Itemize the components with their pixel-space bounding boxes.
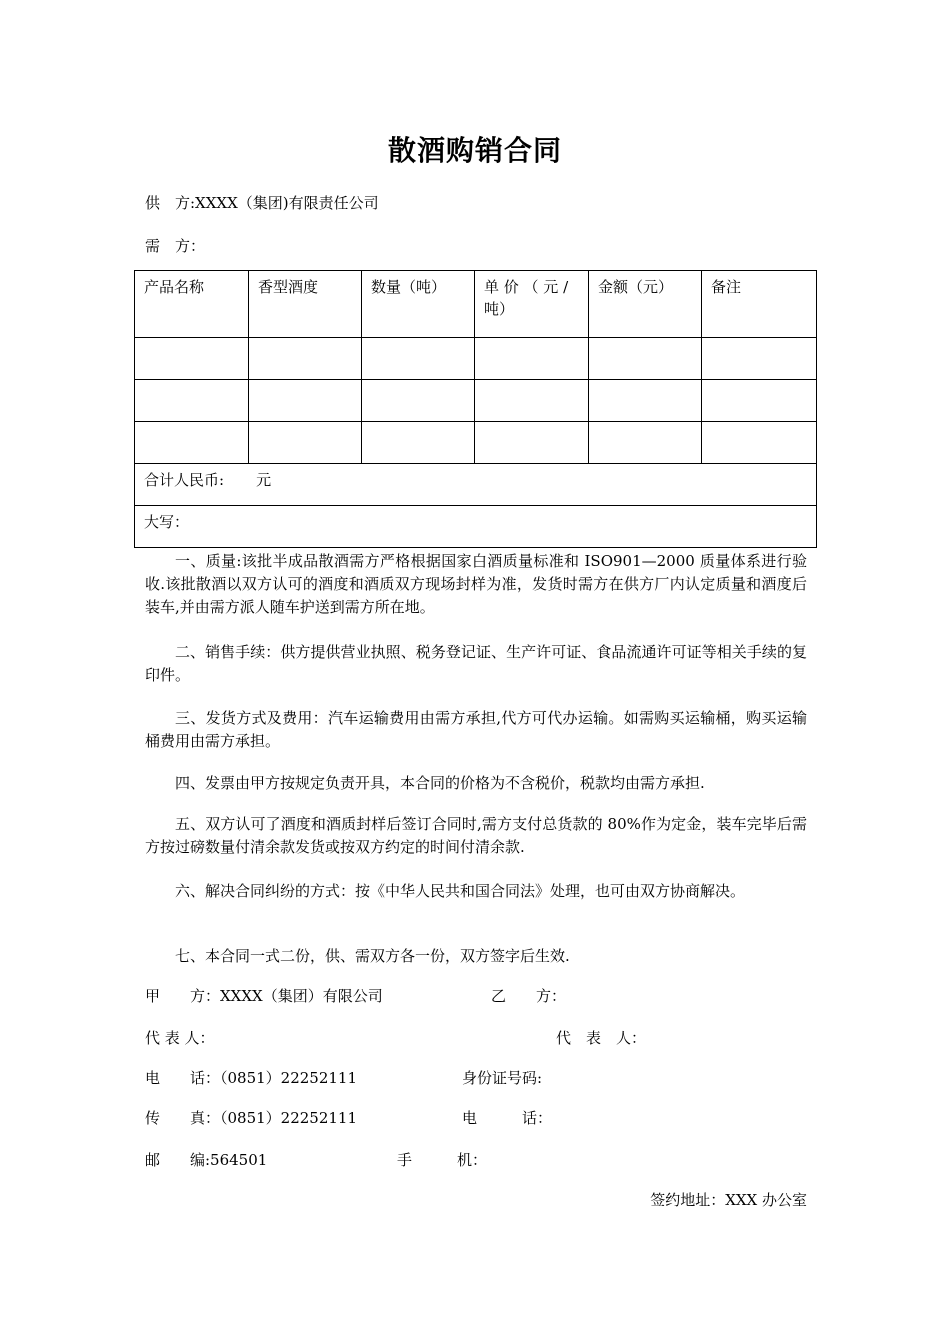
phone-b: 电 话： [462, 1109, 553, 1127]
capital-row [135, 506, 817, 548]
table-cell[interactable] [702, 422, 817, 464]
header-remarks: 备注 [702, 271, 817, 338]
table-cell[interactable] [702, 380, 817, 422]
table-cell[interactable] [362, 338, 475, 380]
postcode-a: 邮 编:564501 [145, 1151, 268, 1169]
table-cell[interactable] [589, 422, 702, 464]
table-row [135, 380, 817, 422]
table-cell[interactable] [362, 422, 475, 464]
capital-label: 大写： [144, 513, 190, 531]
total-unit: 元 [256, 471, 272, 489]
supplier-line: 供 方:XXXX（集团)有限责任公司 [145, 194, 379, 212]
table-cell[interactable] [475, 338, 589, 380]
representative-a: 代 表 人： [145, 1029, 215, 1047]
product-table [134, 270, 817, 548]
table-cell[interactable] [135, 380, 249, 422]
table-cell[interactable] [475, 380, 589, 422]
table-cell[interactable] [362, 380, 475, 422]
header-product-name: 产品名称 [135, 271, 249, 338]
table-cell[interactable] [135, 338, 249, 380]
clause-dispute: 六、解决合同纠纷的方式：按《中华人民共和国合同法》处理，也可由双方协商解决。 [175, 882, 746, 900]
id-number-b: 身份证号码: [462, 1069, 543, 1087]
header-amount: 金额（元） [589, 271, 702, 338]
total-row [135, 464, 817, 506]
mobile-b: 手 机： [397, 1151, 488, 1169]
party-b: 乙 方： [491, 987, 567, 1005]
table-cell[interactable] [589, 338, 702, 380]
header-quantity: 数量（吨） [362, 271, 475, 338]
table-cell[interactable] [249, 422, 362, 464]
table-cell[interactable] [135, 422, 249, 464]
table-row [135, 338, 817, 380]
total-label: 合计人民币: [144, 471, 225, 489]
contract-title: 散酒购销合同 [387, 134, 562, 167]
phone-a: 电 话：（0851）22252111 [145, 1069, 358, 1087]
table-header-row [135, 271, 817, 338]
clause-invoice: 四、发票由甲方按规定负责开具，本合同的价格为不含税价，税款均由需方承担. [175, 774, 705, 792]
fax-a: 传 真：（0851）22252111 [145, 1109, 358, 1127]
buyer-line: 需 方： [145, 237, 206, 255]
signing-address: 签约地址：XXX 办公室 [650, 1191, 807, 1209]
clause-sales-procedures: 二、销售手续：供方提供营业执照、税务登记证、生产许可证、食品流通许可证等相关手续的复印件。 [145, 643, 807, 684]
party-a: 甲 方：XXXX（集团）有限公司 [145, 987, 383, 1005]
table-row [135, 422, 817, 464]
total-cell[interactable] [135, 464, 817, 506]
header-unit-price: 单 价 （ 元 / 吨） [475, 271, 589, 338]
header-aroma-abv: 香型酒度 [249, 271, 362, 338]
clause-payment: 五、双方认可了酒度和酒质封样后签订合同时,需方支付总货款的 80%作为定金，装车完毕后需方按过磅数量付清余款发货或按双方约定的时间付清余款. [145, 815, 807, 856]
clause-quality: 一、质量:该批半成品散酒需方严格根据国家白酒质量标准和 ISO901—2000 质量体系进行验收.该批散酒以双方认可的酒度和酒质双方现场封样为准，发货时需方在供方厂内认定质量和酒度后装车,并由需方派人随车护送到需方所在地。 [145, 552, 807, 616]
table-cell[interactable] [475, 422, 589, 464]
clause-copies: 七、本合同一式二份，供、需双方各一份，双方签字后生效. [175, 947, 570, 965]
table-cell[interactable] [702, 338, 817, 380]
table-cell[interactable] [249, 380, 362, 422]
table-cell[interactable] [589, 380, 702, 422]
table-cell[interactable] [249, 338, 362, 380]
capital-cell[interactable] [135, 506, 817, 548]
representative-b: 代 表 人： [556, 1029, 647, 1047]
clause-delivery: 三、发货方式及费用：汽车运输费用由需方承担,代方可代办运输。如需购买运输桶，购买运输桶费用由需方承担。 [145, 709, 807, 750]
